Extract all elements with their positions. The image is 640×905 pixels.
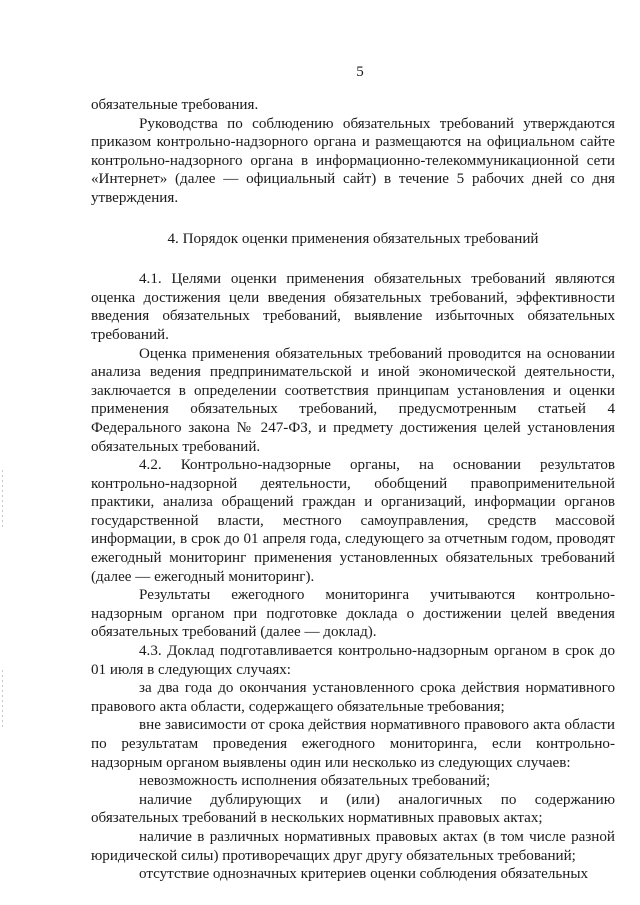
paragraph: Оценка применения обязательных требований проводится на основании анализа ведения предпринимательской и иной экономической деятельности, заключается в определении соответствия принципам установления и оценки применения обязательных требований, предусмотренным статьей 4 Федерального закона № 247-ФЗ, и предмету достижения целей установления обязательных требований.: [91, 345, 615, 455]
margin-scan-mark: [2, 470, 3, 530]
section-heading: 4. Порядок оценки применения обязательных требований: [167, 230, 539, 247]
paragraph: Результаты ежегодного мониторинга учитываются контрольно-надзорным органом при подготовке доклада о достижении целей введения обязательных требований (далее — доклад).: [91, 587, 615, 641]
paragraph: вне зависимости от срока действия нормативного правового акта области по результатам проведения ежегодного мониторинга, если контрольно-надзорным органом выявлены один или несколько из следующих случаев:: [91, 717, 615, 771]
paragraph: 4.2. Контрольно-надзорные органы, на основании результатов контрольно-надзорной деятельности, обобщений правоприменительной практики, анализа обращений граждан и организаций, информации органов государственной власти, местного самоуправления, средств массовой информации, в срок до 01 апреля года, следующего за отчетным годом, проводят ежегодный мониторинг применения установленных обязательных требований (далее — ежегодный мониторинг).: [91, 457, 615, 585]
paragraph: невозможность исполнения обязательных требований;: [139, 773, 491, 790]
paragraph: наличие в различных нормативных правовых актах (в том числе разной юридической силы) противоречащих друг другу обязательных требований;: [91, 828, 615, 864]
paragraph: наличие дублирующих и (или) аналогичных по содержанию обязательных требований в нескольких нормативных правовых актах;: [91, 791, 615, 827]
paragraph: 4.1. Целями оценки применения обязательных требований являются оценка достижения цели введения обязательных требований, эффективности введения обязательных требований, выявление избыточных обязательных требований.: [91, 271, 615, 343]
document-body: [91, 96, 615, 884]
paragraph: за два года до окончания установленного срока действия нормативного правового акта области, содержащего обязательные требования;: [91, 680, 615, 715]
paragraph: отсутствие однозначных критериев оценки соблюдения обязательных: [139, 866, 589, 883]
paragraph: обязательные требования.: [91, 97, 259, 113]
paragraph: 4.3. Доклад подготавливается контрольно-надзорным органом в срок до 01 июля в следующих случаях:: [91, 643, 615, 678]
paragraph: Руководства по соблюдению обязательных требований утверждаются приказом контрольно-надзорного органа и размещаются на официальном сайте контрольно-надзорного органа в информационно-телекоммуникационной сети «Интернет» (далее — официальный сайт) в течение 5 рабочих дней со дня утверждения.: [91, 115, 615, 206]
margin-scan-mark: [2, 670, 3, 730]
page-number: 5: [356, 64, 364, 80]
